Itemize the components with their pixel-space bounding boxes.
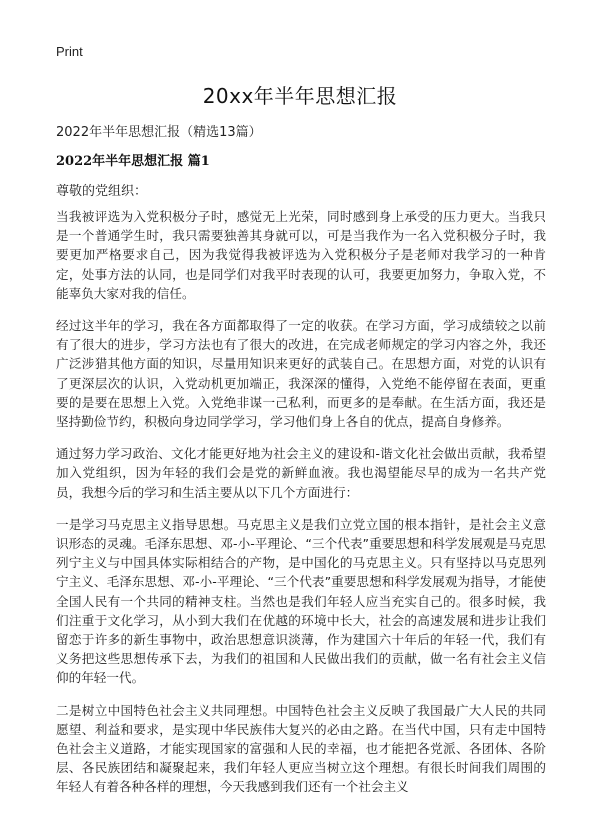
paragraph-2: 经过这半年的学习，我在各方面都取得了一定的收获。在学习方面，学习成绩较之以前有了很大的进步，学习方法也有了很大的改进，在完成老师规定的学习内容之外，我还广泛涉猎其他方面的知识，尽量用知识来更好的武装自己。在思想方面，对党的认识有了更深层次的认识，入党动机更加端正，我深深的懂得，入党绝不能停留在表面，更重要的是要在思想上入党。入党绝非谋一己私利，而更多的是奉献。在生活方面，我还是坚持勤俭节约，积极向身边同学学习，学习他们身上各自的优点，提高自身修养。 — [56, 318, 546, 430]
paragraph-1: 当我被评选为入党积极分子时，感觉无上光荣，同时感到身上承受的压力更大。当我只是一个普通学生时，我只需要独善其身就可以，可是当我作为一名入党积极分子时，我要更加严格要求自己，因为我觉得我被评选为入党积极分子是老师对我学习的一种肯定，处事方法的认同，也是同学们对我平时表现的认可，我要更加努力，争取入党，不能辜负大家对我的信任。 — [56, 209, 546, 301]
print-label[interactable]: Print — [56, 44, 83, 59]
document-subtitle: 2022年半年思想汇报（精选13篇） — [56, 125, 262, 140]
paragraph-5: 二是树立中国特色社会主义共同理想。中国特色社会主义反映了我国最广大人民的共同愿望、利益和要求，是实现中华民族伟大复兴的必由之路。在当代中国，只有走中国特色社会主义道路，才能实现国家的富强和人民的幸福，也才能把各党派、各团体、各阶层、各民族团结和凝聚起来，我们年轻人更应当树立这个理想。有很长时间我们周围的年轻人有着各种各样的理想，今天我感到我们还有一个社会主义 — [56, 702, 546, 795]
document-body — [56, 207, 546, 810]
paragraph-3: 通过努力学习政治、文化才能更好地为社会主义的建设和-谐文化社会做出贡献，我希望加入党组织，因为年轻的我们会是党的新鲜血液。我也渴望能尽早的成为一名共产党员，我想今后的学习和生活主要从以下几个方面进行： — [56, 446, 546, 500]
salutation: 尊敬的党组织： — [56, 184, 148, 199]
section-heading: 2022年半年思想汇报 篇1 — [56, 154, 210, 169]
paragraph-4: 一是学习马克思主义指导思想。马克思主义是我们立党立国的根本指针，是社会主义意识形态的灵魂。毛泽东思想、邓-小-平理论、“三个代表”重要思想和科学发展观是马克思列宁主义与中国具体实际相结合的产物，是中国化的马克思主义。只有坚持以马克思列宁主义、毛泽东思想、邓-小-平理论、“三个代表”重要思想和科学发展观为指导，才能使全国人民有一个共同的精神支柱。当然也是我们年轻人应当充实自己的。很多时候，我们注重于文化学习，从小到大我们在优越的环境中长大，社会的高速发展和进步让我们留恋于许多的新生事物中，政治思想意识淡薄，作为建国六十年后的年轻一代，我们有义务把这些思想传承下去，为我们的祖国和人民做出我们的贡献，做一名有社会主义信仰的年轻一代。 — [56, 516, 546, 686]
document-title: 20xx年半年思想汇报 — [202, 84, 398, 108]
